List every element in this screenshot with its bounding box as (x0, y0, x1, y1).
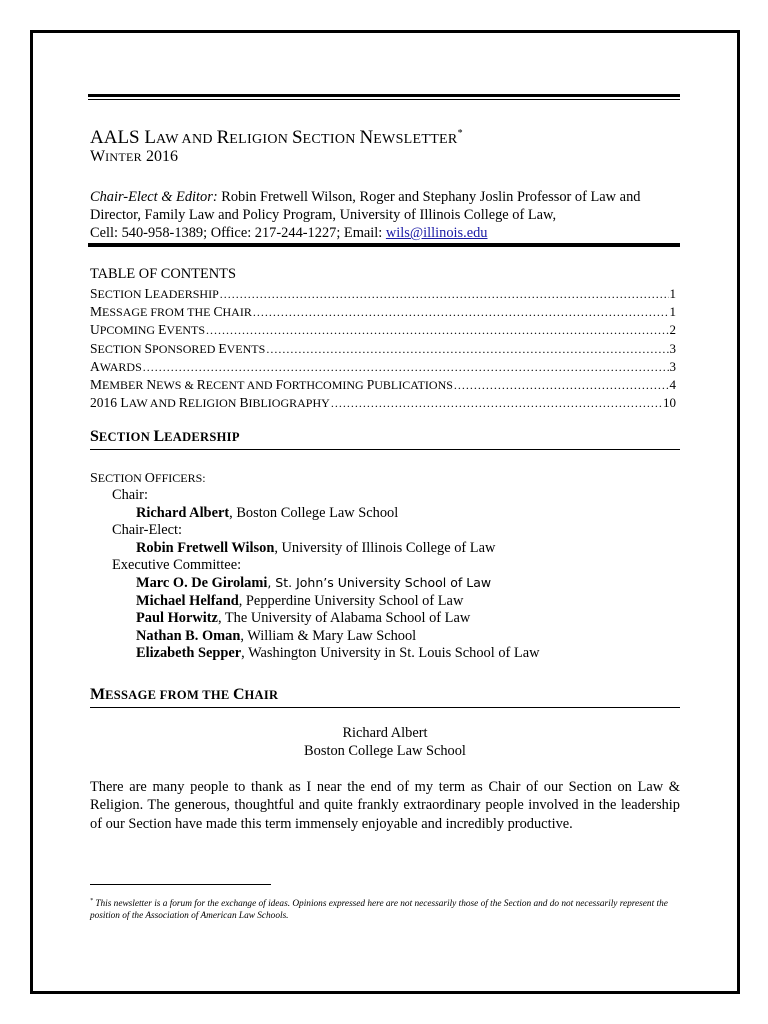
chair-entry: Richard Albert, Boston College Law School (136, 504, 399, 521)
toc-item-section-leadership[interactable]: SECTION LEADERSHIP ..... 1 (90, 285, 676, 303)
committee-member: Marc O. De Girolami, St. John’s University School of Law (136, 575, 492, 592)
message-author-school: Boston College Law School (304, 743, 466, 759)
toc-item-message-from-the-chair[interactable]: MESSAGE FROM THE CHAIR ..... 1 (90, 303, 676, 321)
toc-heading: TABLE OF CONTENTS (90, 266, 236, 282)
toc-item-upcoming-events[interactable]: UPCOMING EVENTS ..... 2 (90, 321, 676, 339)
editor-role-label: Chair-Elect & Editor: (90, 189, 218, 205)
committee-member: Elizabeth Sepper, Washington University in St. Louis School of Law (136, 645, 540, 662)
toc-item-awards[interactable]: AWARDS ..... 3 (90, 358, 676, 376)
section-officers (90, 470, 680, 662)
table-of-contents (90, 285, 676, 412)
footnote: * This newsletter is a forum for the exchange of ideas. Opinions expressed here are not necessarily those of the Section and do not necessarily represent the position of the Association of American Law Schools. (90, 898, 668, 922)
section-leadership-heading: SECTION LEADERSHIP (90, 428, 680, 450)
footnote-rule (90, 884, 271, 885)
message-from-chair-heading: MESSAGE FROM THE CHAIR (90, 686, 680, 708)
committee-member: Nathan B. Oman, William & Mary Law School (136, 627, 417, 644)
chair-elect-label: Chair-Elect: (112, 522, 183, 539)
header-bottom-rule (88, 243, 680, 247)
editor-info: Chair-Elect & Editor: Robin Fretwell Wilson, Roger and Stephany Joslin Professor of Law and Director, Family Law and Policy Program, University of Illinois College of Law, Cell: 540-958-1389; Office: 217-244-1227; Email: wils@illinois.edu (90, 189, 641, 241)
toc-item-member-news[interactable]: MEMBER NEWS & RECENT AND FORTHCOMING PUBLICATIONS ..... 4 (90, 376, 676, 394)
executive-committee-label: Executive Committee: (112, 557, 242, 574)
officers-label: SECTION OFFICERS: (90, 471, 206, 486)
chair-label: Chair: (112, 487, 148, 504)
toc-item-bibliography[interactable]: 2016 LAW AND RELIGION BIBLIOGRAPHY ..... 10 (90, 394, 676, 412)
header-double-rule (88, 94, 680, 100)
committee-member: Michael Helfand, Pepperdine University School of Law (136, 592, 464, 609)
message-byline (90, 724, 680, 760)
toc-item-section-sponsored-events[interactable]: SECTION SPONSORED EVENTS ..... 3 (90, 340, 676, 358)
editor-email-link[interactable]: wils@illinois.edu (385, 225, 488, 241)
committee-member: Paul Horwitz, The University of Alabama School of Law (136, 610, 471, 627)
chair-elect-entry: Robin Fretwell Wilson, University of Illinois College of Law (136, 539, 496, 556)
message-paragraph: There are many people to thank as I near the end of my term as Chair of our Section on Law & Religion. The generous, thoughtful and quite frankly extraordinary people involved in the leadership of our Section have made this term immensely enjoyable and incredibly productive. (90, 779, 680, 832)
title-footnote-mark: * (457, 128, 463, 139)
message-author: Richard Albert (342, 725, 428, 741)
newsletter-title: AALS LAW AND RELIGION SECTION NEWSLETTER* (90, 127, 463, 148)
newsletter-issue: WINTER 2016 (90, 148, 178, 165)
